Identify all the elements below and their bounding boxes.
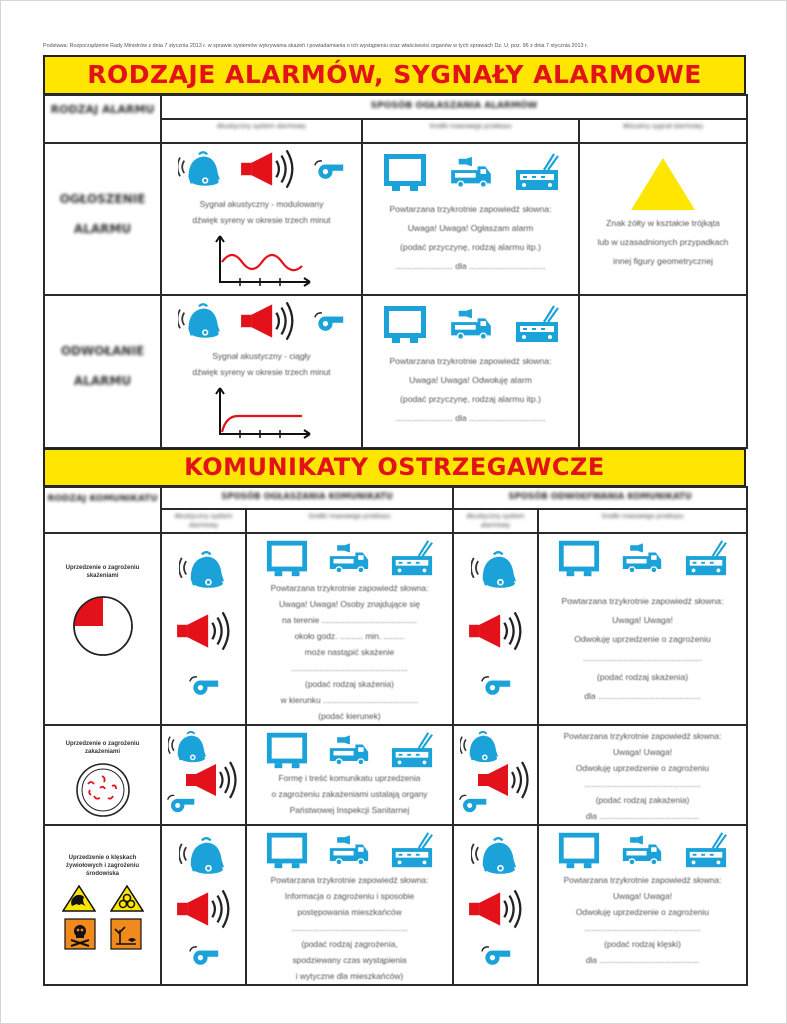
whistle-icon <box>460 795 487 812</box>
cancel-text-line: Odwołuję uprzedzenie o zagrożeniu <box>575 907 710 917</box>
announce-text-line: Informacja o zagrożeniu i sposobie <box>284 891 415 901</box>
acoustic-subheader: Akustyczny system alarmowy <box>174 513 233 529</box>
acoustic-subheader: Akustyczny system alarmowy <box>466 513 525 529</box>
warning-disaster-announce-acoustic <box>161 825 246 985</box>
cancel-text-line: Odwołuję uprzedzenie o zagrożeniu <box>574 634 711 644</box>
alarm-row-cancel-media <box>362 295 579 448</box>
cancel-text-line: Odwołuję uprzedzenie o zagrożeniu <box>575 763 710 773</box>
cancel-text-line: Powtarzana trzykrotnie zapowiedź słowna: <box>561 596 724 606</box>
warnings-title: KOMUNIKATY OSTRZEGAWCZE <box>43 448 746 487</box>
warning-disaster-cancel-media <box>538 825 747 985</box>
siren-speaker-icon <box>239 148 297 190</box>
contamination-pie-icon <box>71 594 135 658</box>
loudspeaker-van-icon <box>328 733 370 767</box>
environmental-hazard-icon <box>110 918 142 950</box>
cancel-text-line: Powtarzana trzykrotnie zapowiedź słowna: <box>563 731 722 741</box>
announce-text-line: Uwaga! Uwaga! Osoby znajdujące się <box>278 599 421 609</box>
whistle-icon <box>168 795 195 812</box>
media-text-line: Uwaga! Uwaga! Ogłaszam alarm <box>407 223 534 233</box>
tv-icon <box>265 538 309 578</box>
radio-icon <box>684 538 728 578</box>
announce-method-header: SPOSÓB OGŁASZANIA KOMUNIKATU <box>161 487 453 509</box>
warning-infection-announce-acoustic <box>161 725 246 825</box>
alarm-row-cancel-visual <box>579 295 747 448</box>
radio-icon <box>514 152 560 192</box>
siren-speaker-icon <box>186 762 236 798</box>
cancel-text-line: (podać rodzaj klęski) <box>604 939 681 949</box>
radio-icon <box>390 730 434 770</box>
cancel-method-header: SPOSÓB ODWOŁYWANIA KOMUNIKATU <box>453 487 747 509</box>
cancel-text-line: dla ........................................... <box>585 955 700 965</box>
announce-text-line: może nastąpić skażenie <box>304 647 395 657</box>
cancel-text-line: Uwaga! Uwaga! <box>612 891 673 901</box>
warning-disaster-announce-media <box>246 825 453 985</box>
whistle-icon <box>480 944 512 966</box>
alarm-method-header: SPOSÓB OGŁASZANIA ALARMÓW <box>161 95 747 119</box>
announce-text-line: około godz. .......... min. ......... <box>294 631 405 641</box>
petri-dish-icon <box>72 762 134 818</box>
cancel-text-line: .................................................. <box>584 923 701 933</box>
siren-speaker-icon <box>478 762 528 798</box>
cancel-text-line: dla ........................................... <box>584 691 701 701</box>
announce-text-line: .................................................. <box>291 923 408 933</box>
alarm-devices-cluster <box>454 726 536 818</box>
announce-text-line: (podać rodzaj zagrożenia, <box>301 939 398 949</box>
loudspeaker-van-icon <box>621 541 663 575</box>
media-text-line: (podać przyczynę, rodzaj alarmu itp.) <box>400 394 541 404</box>
warnings-table <box>43 486 748 986</box>
continuous-signal-graph <box>210 384 320 442</box>
alarm-row-announce-visual <box>579 143 747 295</box>
visual-text-line: Znak żółty w kształcie trójkąta <box>606 218 720 228</box>
media-text-line: Powtarzana trzykrotnie zapowiedź słowna: <box>389 204 552 214</box>
bell-icon <box>460 732 498 762</box>
radio-icon <box>390 538 434 578</box>
biohazard-warning-icon <box>110 884 144 912</box>
cancel-text-line: Powtarzana trzykrotnie zapowiedź słowna: <box>563 875 722 885</box>
loudspeaker-van-icon <box>621 833 663 867</box>
siren-speaker-icon <box>239 300 297 342</box>
announce-text-line: postępowania mieszkańców <box>297 907 402 917</box>
radio-icon <box>684 830 728 870</box>
alarms-table <box>43 94 748 449</box>
bell-icon <box>179 550 229 590</box>
cancel-text-line: .................................................. <box>582 653 703 663</box>
modulated-signal-graph <box>210 232 320 290</box>
visual-text-line: lub w uzasadnionych przypadkach <box>597 237 729 247</box>
announce-text-line: (podać kierunek) <box>318 711 381 721</box>
media-text-line: ........................ dla ................................ <box>395 413 546 423</box>
whistle-icon <box>188 944 220 966</box>
announce-text-line: w kierunku ......................................... <box>280 695 419 705</box>
bell-icon <box>471 836 521 876</box>
siren-speaker-icon <box>175 888 233 930</box>
bell-icon <box>168 732 206 762</box>
warning-type-header: RODZAJ KOMUNIKATU <box>44 487 161 533</box>
whistle-icon <box>188 674 220 696</box>
alarm-row-cancel-acoustic <box>161 295 362 448</box>
tv-icon <box>557 830 601 870</box>
cancel-text-line: (podać rodzaj zakażenia) <box>595 795 690 805</box>
tv-icon <box>265 730 309 770</box>
whistle-icon <box>313 310 345 332</box>
alarm-row-announce-label: OGŁOSZENIE ALARMU <box>44 143 161 295</box>
yellow-triangle-icon <box>631 158 695 210</box>
bell-icon <box>178 150 224 188</box>
tv-icon <box>265 830 309 870</box>
alarms-title: RODZAJE ALARMÓW, SYGNAŁY ALARMOWE <box>43 55 746 95</box>
media-text-line: Powtarzana trzykrotnie zapowiedź słowna: <box>389 356 552 366</box>
media-text-line: ........................ dla ................................ <box>395 261 546 271</box>
cancel-text-line: Uwaga! Uwaga! <box>612 747 673 757</box>
radio-icon <box>390 830 434 870</box>
announce-text-line: na terenie ......................................... <box>282 615 417 625</box>
warning-contamination-label: Uprzedzenie o zagrożeniu skażeniami <box>44 533 161 725</box>
alarm-row-announce-acoustic <box>161 143 362 295</box>
announce-text-line: Powtarzana trzykrotnie zapowiedź słowna: <box>270 583 429 593</box>
bell-icon <box>471 550 521 590</box>
acoustic-text-line: dźwięk syreny w okresie trzech minut <box>192 367 331 377</box>
media-subheader: Środki masowego przekazu <box>308 513 391 520</box>
loudspeaker-van-icon <box>328 833 370 867</box>
announce-text-line: o zagrożeniu zakażeniami ustalają organy <box>271 789 428 799</box>
announce-text-line: Powtarzana trzykrotnie zapowiedź słowna: <box>270 875 429 885</box>
visual-text-line: innej figury geometrycznej <box>613 256 713 266</box>
media-subheader: Środki masowego przekazu <box>601 513 684 520</box>
radiation-warning-icon <box>62 884 96 912</box>
cancel-text-line: Uwaga! Uwaga! <box>612 615 673 625</box>
warning-contamination-announce-acoustic <box>161 533 246 725</box>
cancel-text-line: (podać rodzaj skażenia) <box>596 672 689 682</box>
radio-icon <box>514 304 560 344</box>
announce-text-line: Państwowej Inspekcji Sanitarnej <box>289 805 410 815</box>
alarm-type-header: RODZAJ ALARMU <box>44 95 161 143</box>
announce-text-line: (podać rodzaj skażenia) <box>305 679 394 689</box>
acoustic-text-line: Sygnał akustyczny - modulowany <box>199 199 324 209</box>
announce-text-line: i wytyczne dla mieszkańców) <box>295 971 404 981</box>
bell-icon <box>178 302 224 340</box>
warning-disaster-cancel-acoustic <box>453 825 538 985</box>
alarm-row-announce-media <box>362 143 579 295</box>
acoustic-subheader: Akustyczny system alarmowy <box>217 123 306 130</box>
warning-infection-label: Uprzedzenie o zagrożeniu zakażeniami <box>44 725 161 825</box>
loudspeaker-van-icon <box>449 155 493 189</box>
announce-text-line: Formę i treść komunikatu uprzedzenia <box>278 773 421 783</box>
bell-icon <box>179 836 229 876</box>
toxic-warning-icon <box>64 918 96 950</box>
loudspeaker-van-icon <box>449 307 493 341</box>
warning-contamination-cancel-acoustic <box>453 533 538 725</box>
siren-speaker-icon <box>467 610 525 652</box>
media-subheader: Środki masowego przekazu <box>429 123 512 130</box>
acoustic-text-line: dźwięk syreny w okresie trzech minut <box>192 215 331 225</box>
warning-infection-cancel-media <box>538 725 747 825</box>
loudspeaker-van-icon <box>328 541 370 575</box>
announce-text-line: spodziewany czas wystąpienia <box>292 955 407 965</box>
tv-icon <box>382 304 428 344</box>
warning-disaster-label: Uprzedzenie o klęskach żywiołowych i zagrożeniu środowiska <box>44 825 161 985</box>
alarm-row-cancel-label: ODWOŁANIE ALARMU <box>44 295 161 448</box>
media-text-line: Uwaga! Uwaga! Odwołuję alarm <box>409 375 532 385</box>
cancel-text-line: .................................................. <box>584 779 701 789</box>
acoustic-text-line: Sygnał akustyczny - ciągły <box>212 351 311 361</box>
whistle-icon <box>480 674 512 696</box>
media-text-line: (podać przyczynę, rodzaj alarmu itp.) <box>400 242 541 252</box>
warning-contamination-cancel-media <box>538 533 747 725</box>
tv-icon <box>382 152 428 192</box>
siren-speaker-icon <box>175 610 233 652</box>
whistle-icon <box>313 158 345 180</box>
alarm-devices-cluster <box>162 726 244 818</box>
cancel-text-line: dla ........................................... <box>585 811 700 821</box>
warning-infection-cancel-acoustic <box>453 725 538 825</box>
warning-contamination-announce-media <box>246 533 453 725</box>
siren-speaker-icon <box>467 888 525 930</box>
tv-icon <box>557 538 601 578</box>
announce-text-line: .................................................. <box>291 663 408 673</box>
visual-subheader: Wizualny sygnał alarmowy <box>623 123 703 130</box>
legal-basis: Podstawa: Rozporządzenie Rady Ministrów z dnia 7 stycznia 2013 r. w sprawie systemów wykrywania skażeń i powiadamiania o ich wystąpieniu oraz właściwości organów w tych sprawach Dz. U. poz. 96 z dnia 7 stycznia 2013 r. <box>43 43 588 49</box>
warning-infection-announce-media <box>246 725 453 825</box>
